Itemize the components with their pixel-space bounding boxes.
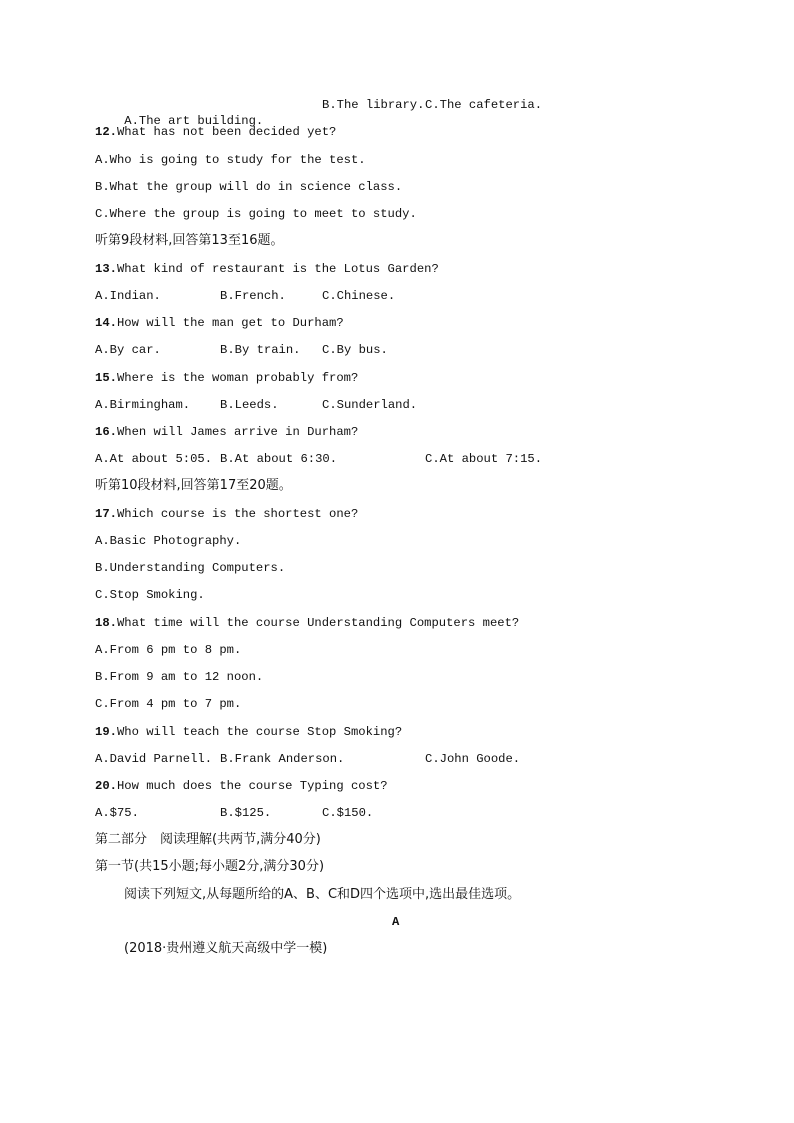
q13-text: What kind of restaurant is the Lotus Garden? — [116, 262, 439, 276]
q17-option-a: A.Basic Photography. — [95, 534, 242, 548]
q17-option-b: B.Understanding Computers. — [95, 561, 286, 575]
q12-text: What has not been decided yet? — [116, 125, 337, 139]
q12-option-b: B.What the group will do in science class. — [95, 180, 403, 194]
q14-option-b: B.By train. — [220, 343, 301, 357]
q13-option-c: C.Chinese. — [322, 289, 396, 303]
q13-option-a: A.Indian. — [95, 289, 161, 303]
q19-option-c: C.John Goode. — [425, 752, 521, 766]
passage-source: (2018·贵州遵义航天高级中学一模) — [124, 941, 328, 956]
q17-stem — [95, 506, 358, 522]
q15-option-a: A.Birmingham. — [95, 398, 191, 412]
q20-option-a: A.$75. — [95, 806, 139, 820]
q16-option-c: C.At about 7:15. — [425, 452, 543, 466]
q20-option-b: B.$125. — [220, 806, 272, 820]
q12-option-c: C.Where the group is going to meet to study. — [95, 207, 417, 221]
part2-section1-title: 第一节(共15小题;每小题2分,满分30分) — [95, 859, 325, 874]
q13-option-b: B.French. — [220, 289, 286, 303]
q17-text: Which course is the shortest one? — [116, 507, 359, 521]
q15-option-b: B.Leeds. — [220, 398, 279, 412]
section-10-heading: 听第10段材料,回答第17至20题。 — [95, 478, 292, 493]
q20-number: 20. — [95, 779, 117, 793]
q12-stem — [95, 124, 336, 140]
q16-number: 16. — [95, 425, 117, 439]
q19-option-a: A.David Parnell. — [95, 752, 213, 766]
q16-text: When will James arrive in Durham? — [116, 425, 359, 439]
q14-option-c: C.By bus. — [322, 343, 388, 357]
q15-text: Where is the woman probably from? — [116, 371, 359, 385]
q18-option-c: C.From 4 pm to 7 pm. — [95, 697, 242, 711]
q14-text: How will the man get to Durham? — [116, 316, 344, 330]
q19-text: Who will teach the course Stop Smoking? — [116, 725, 403, 739]
q20-option-c: C.$150. — [322, 806, 374, 820]
q16-stem — [95, 424, 358, 440]
q15-option-c: C.Sunderland. — [322, 398, 418, 412]
q17-option-c: C.Stop Smoking. — [95, 588, 205, 602]
section-9-heading: 听第9段材料,回答第13至16题。 — [95, 233, 284, 248]
q20-stem — [95, 778, 388, 794]
q19-option-b: B.Frank Anderson. — [220, 752, 345, 766]
q11-option-a: A.The art building. — [124, 114, 264, 128]
q13-stem — [95, 261, 439, 277]
part2-instructions: 阅读下列短文,从每题所给的A、B、C和D四个选项中,选出最佳选项。 — [124, 887, 521, 902]
q12-number: 12. — [95, 125, 117, 139]
q12-option-a: A.Who is going to study for the test. — [95, 153, 366, 167]
q19-number: 19. — [95, 725, 117, 739]
q14-option-a: A.By car. — [95, 343, 161, 357]
q13-number: 13. — [95, 262, 117, 276]
q20-text: How much does the course Typing cost? — [116, 779, 388, 793]
q14-number: 14. — [95, 316, 117, 330]
part2-title: 第二部分 阅读理解(共两节,满分40分) — [95, 832, 321, 847]
q18-text: What time will the course Understanding Computers meet? — [116, 616, 520, 630]
q16-option-b: B.At about 6:30. — [220, 452, 338, 466]
q18-stem — [95, 615, 519, 631]
q18-option-a: A.From 6 pm to 8 pm. — [95, 643, 242, 657]
q19-stem — [95, 724, 402, 740]
q15-number: 15. — [95, 371, 117, 385]
q18-number: 18. — [95, 616, 117, 630]
q11-option-c: C.The cafeteria. — [425, 98, 543, 112]
q11-option-b: B.The library. — [322, 98, 425, 112]
q16-option-a: A.At about 5:05. — [95, 452, 213, 466]
passage-label: A — [392, 915, 400, 929]
q17-number: 17. — [95, 507, 117, 521]
q15-stem — [95, 370, 358, 386]
q14-stem — [95, 315, 344, 331]
q18-option-b: B.From 9 am to 12 noon. — [95, 670, 264, 684]
